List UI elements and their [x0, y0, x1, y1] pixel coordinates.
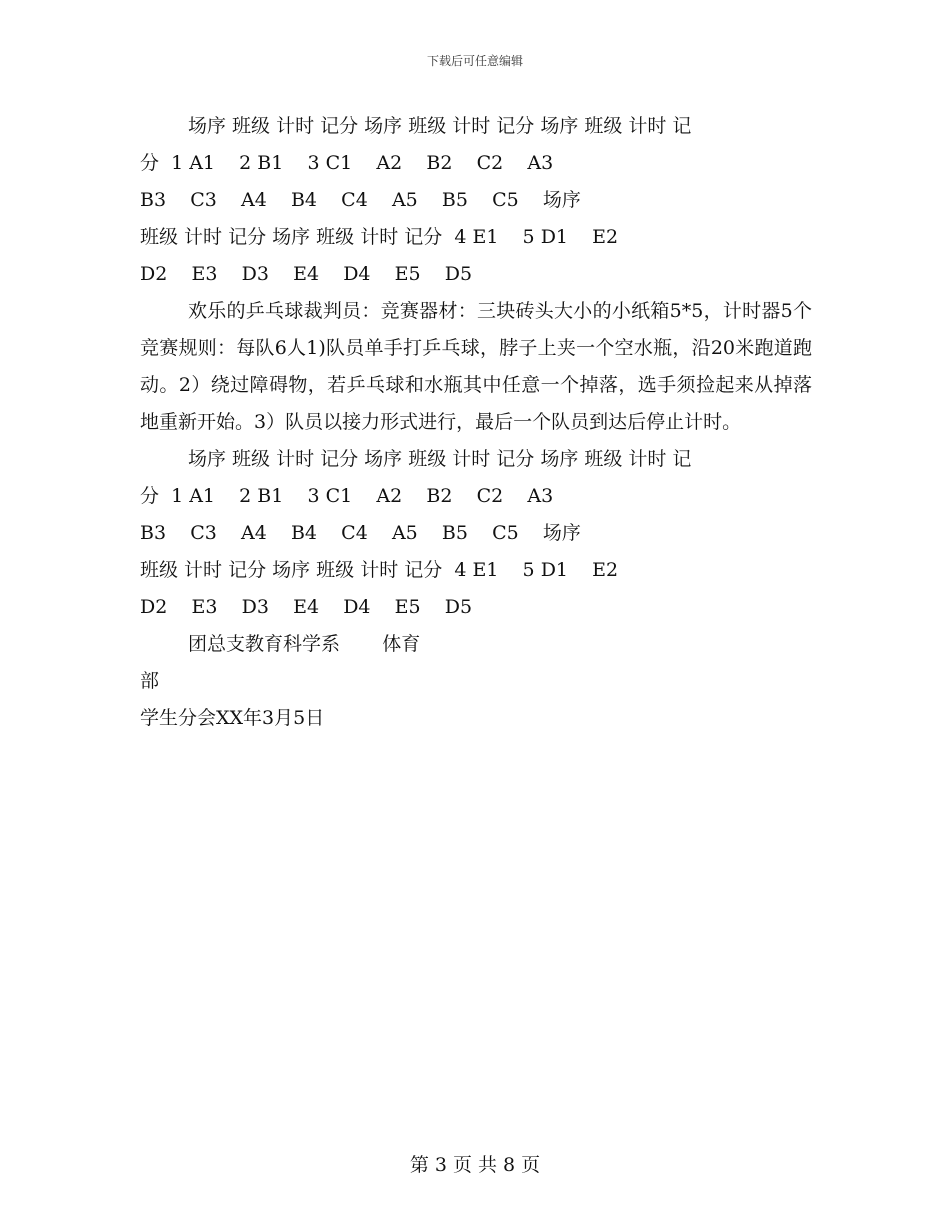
signature-line: 学生分会XX年3月5日	[140, 707, 325, 729]
page-header: 下载后可任意编辑	[426, 54, 523, 68]
signature-line: 部	[140, 670, 160, 692]
schedule-line: 分 1 A1 2 B1 3 C1 A2 B2 C2 A3	[140, 152, 554, 174]
schedule-line: 分 1 A1 2 B1 3 C1 A2 B2 C2 A3	[140, 485, 554, 507]
schedule-table-1	[140, 108, 812, 293]
schedule-line: B3 C3 A4 B4 C4 A5 B5 C5 场序	[140, 522, 581, 544]
document-body	[140, 108, 812, 737]
schedule-line: B3 C3 A4 B4 C4 A5 B5 C5 场序	[140, 189, 581, 211]
schedule-line: 班级 计时 记分 场序 班级 计时 记分 4 E1 5 D1 E2	[140, 226, 619, 248]
schedule-line: D2 E3 D3 E4 D4 E5 D5	[140, 263, 473, 285]
schedule-line: 班级 计时 记分 场序 班级 计时 记分 4 E1 5 D1 E2	[140, 559, 619, 581]
schedule-line: 场序 班级 计时 记分 场序 班级 计时 记分 场序 班级 计时 记	[188, 448, 692, 470]
schedule-line: D2 E3 D3 E4 D4 E5 D5	[140, 596, 473, 618]
signature-block	[140, 626, 812, 737]
event-description: 欢乐的乒乓球裁判员：竞赛器材：三块砖头大小的小纸箱5*5，计时器5个竞赛规则：每队6人1)队员单手打乒乓球，脖子上夹一个空水瓶，沿20米跑道跑动。2）绕过障碍物，若乒乓球和水瓶其中任意一个掉落，选手须捡起来从掉落地重新开始。3）队员以接力形式进行，最后一个队员到达后停止计时。	[140, 300, 812, 433]
signature-line: 团总支教育科学系 体育	[188, 633, 421, 655]
schedule-table-2	[140, 441, 812, 626]
page-footer: 第 3 页 共 8 页	[409, 1154, 541, 1176]
schedule-line: 场序 班级 计时 记分 场序 班级 计时 记分 场序 班级 计时 记	[188, 115, 692, 137]
